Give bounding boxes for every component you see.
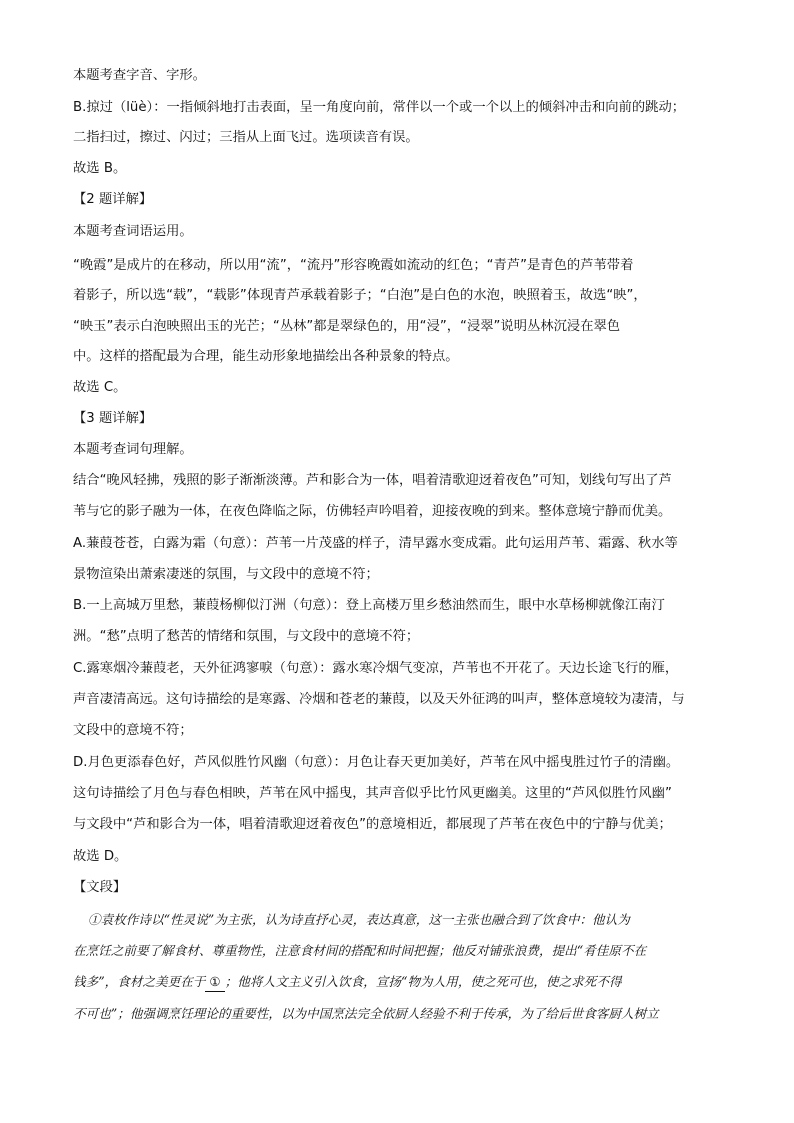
text-line: 这句诗描绘了月色与春色相映，芦苇在风中摇曳，其声音似乎比竹风更幽美。这里的“芦风似胜竹风幽” (73, 786, 672, 801)
section-heading: 【3 题详解】 (73, 411, 153, 426)
passage-text: 钱多”，食材之美更在于 (73, 974, 206, 989)
text-line: 故选 D。 (73, 849, 128, 864)
passage-line: 在烹饪之前要了解食材、尊重物性，注意食材间的搭配和时间把握；他反对铺张浪费，提出“肴佳原不在 (73, 943, 647, 958)
passage-line (73, 973, 733, 992)
text-line: A.蒹葭苍苍，白露为霜（句意）：芦苇一片茂盛的样子，清早露水变成霜。此句运用芦苇、霜露、秋水等 (73, 536, 678, 551)
text-line: “晚霞”是成片的在移动，所以用“流”，“流丹”形容晚霞如流动的红色；“青芦”是青色的芦苇带着 (73, 258, 634, 273)
text-line: 二指扫过，擦过、闪过；三指从上面飞过。选项读音有误。 (73, 130, 419, 145)
text-line: 声音凄清高远。这句诗描绘的是寒露、冷烟和苍老的蒹葭，以及天外征鸿的叫声，整体意境较为凄清，与 (73, 692, 685, 707)
text-line: 故选 B。 (73, 161, 127, 176)
text-line: 苇与它的影子融为一体，在夜色降临之际，仿佛轻声吟唱着，迎接夜晚的到来。整体意境宁静而优美。 (73, 504, 672, 519)
text-line: D.月色更添春色好，芦风似胜竹风幽（句意）：月色让春天更加美好，芦苇在风中摇曳胜过竹子的清幽。 (73, 755, 680, 770)
text-line: 文段中的意境不符； (73, 723, 193, 738)
text-line: “映玉”表示白泡映照出玉的光芒；“丛林”都是翠绿色的，用“浸”，“浸翠”说明丛林沉浸在翠色 (73, 319, 621, 334)
text-line: B.一上高城万里愁，蒹葭杨柳似汀洲（句意）：登上高楼万里乡愁油然而生，眼中水草杨柳就像江南汀 (73, 598, 665, 613)
text-line: B.掠过（lüè）：一指倾斜地打击表面，呈一角度向前，常伴以一个或一个以上的倾斜冲击和向前的跳动； (73, 100, 686, 115)
text-line: 中。这样的搭配最为合理，能生动形象地描绘出各种景象的特点。 (73, 349, 459, 364)
text-line: 本题考查词语运用。 (73, 224, 193, 239)
text-line: 着影子，所以选“载”，“载影”体现青芦承载着影子；“白泡”是白色的水泡，映照着玉，故选“映”， (73, 288, 647, 303)
text-line: 与文段中“芦和影合为一体，唱着清歌迎迓着夜色”的意境相近，都展现了芦苇在夜色中的宁静与优美； (73, 817, 672, 832)
text-line: 景物渲染出萧索凄迷的氛围，与文段中的意境不符； (73, 567, 379, 582)
text-line: 本题考查词句理解。 (73, 442, 193, 457)
section-heading: 【文段】 (73, 880, 127, 895)
fill-blank: ① (205, 973, 224, 992)
passage-line: 不可也”；他强调烹饪理论的重要性，以为中国烹法完全依厨人经验不利于传承，为了给后世食客厨人树立 (73, 1006, 659, 1021)
text-line: 本题考查字音、字形。 (73, 68, 206, 83)
text-line: 洲。“愁”点明了愁苦的情绪和氛围，与文段中的意境不符； (73, 629, 420, 644)
text-line: 结合“晚风轻拂，残照的影子渐渐淡薄。芦和影合为一体，唱着清歌迎迓着夜色”可知，划线句写出了芦 (73, 473, 672, 488)
text-line: 故选 C。 (73, 380, 127, 395)
passage-line: ①袁枚作诗以“性灵说”为主张，认为诗直抒心灵，表达真意，这一主张也融合到了饮食中：他认为 (88, 912, 630, 927)
section-heading: 【2 题详解】 (73, 192, 153, 207)
passage-text: ；他将人文主义引入饮食，宣扬“物为人用，使之死可也，使之求死不得 (224, 974, 622, 989)
text-line: C.露寒烟冷蒹葭老，天外征鸿寥唳（句意）：露水寒冷烟气变凉，芦苇也不开花了。天边长途飞行的雁， (73, 661, 679, 676)
